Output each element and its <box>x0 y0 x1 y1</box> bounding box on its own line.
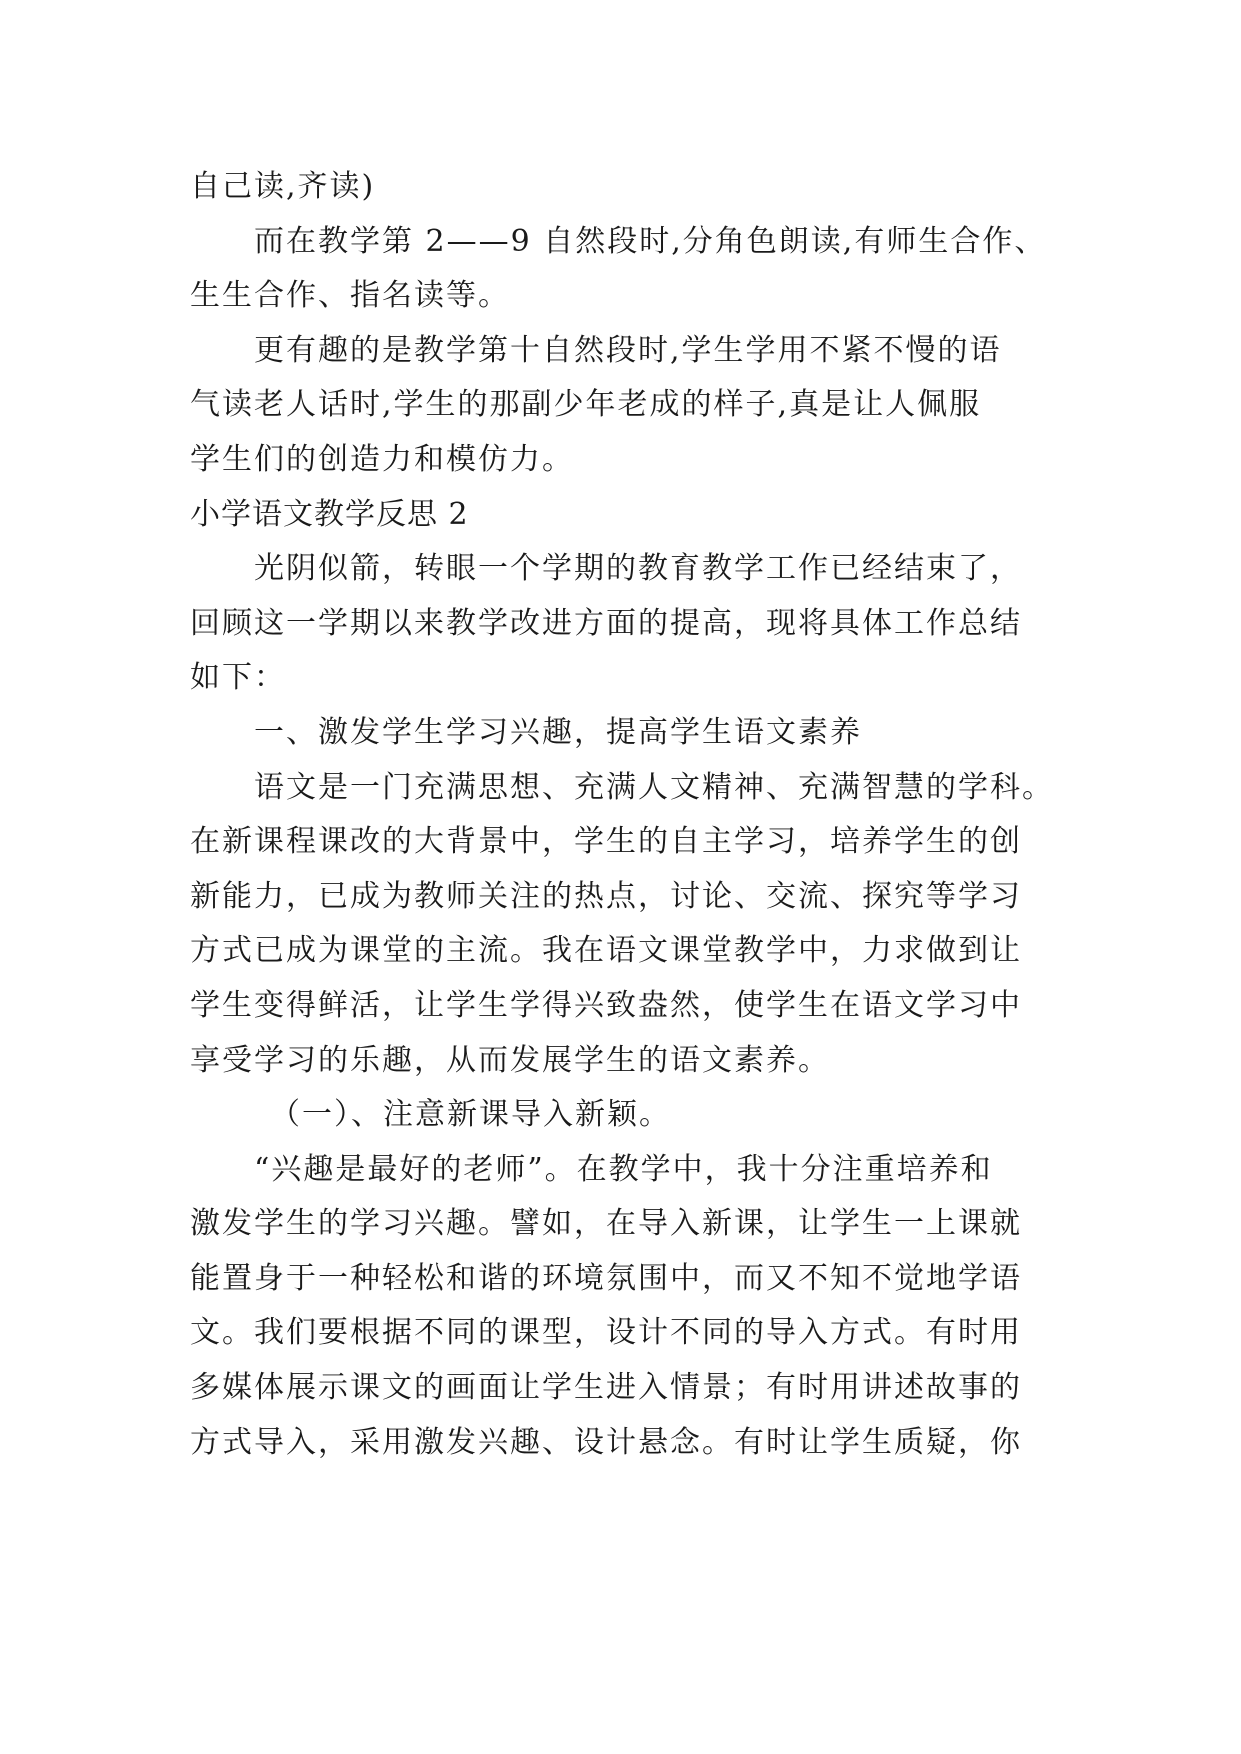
text-line: 激发学生的学习兴趣。譬如，在导入新课，让学生一上课就 <box>190 1206 1022 1242</box>
text-line: 方式已成为课堂的主流。我在语文课堂教学中，力求做到让 <box>190 933 1022 969</box>
text-line: 学生变得鲜活，让学生学得兴致盎然，使学生在语文学习中 <box>190 987 1022 1023</box>
text-line: 回顾这一学期以来教学改进方面的提高，现将具体工作总结 <box>190 605 1022 641</box>
text-line: 光阴似箭，转眼一个学期的教育教学工作已经结束了， <box>254 551 1022 587</box>
section-heading <box>190 488 1090 543</box>
text-line: 而在教学第 2——9 自然段时,分角色朗读,有师生合作、 <box>254 223 1047 259</box>
text-line: 气读老人话时,学生的那副少年老成的样子,真是让人佩服 <box>190 387 982 423</box>
text-line: 多媒体展示课文的画面让学生进入情景；有时用讲述故事的 <box>190 1370 1022 1406</box>
text-line: “兴趣是最好的老师”。在教学中，我十分注重培养和 <box>254 1151 993 1187</box>
text-line: 更有趣的是教学第十自然段时,学生学用不紧不慢的语 <box>254 332 1002 368</box>
paragraph-interesting <box>190 324 1090 488</box>
text-line: 方式导入，采用激发兴趣、设计悬念。有时让学生质疑，你 <box>190 1424 1022 1460</box>
paragraph-chinese-subject <box>190 761 1090 1089</box>
text-line: 学生们的创造力和模仿力。 <box>190 441 574 477</box>
text-line: 一、激发学生学习兴趣，提高学生语文素养 <box>254 714 862 750</box>
text-line: 如下： <box>190 660 286 696</box>
document-body <box>190 160 1090 1470</box>
text-line: 享受学习的乐趣，从而发展学生的语文素养。 <box>190 1042 830 1078</box>
paragraph-intro <box>190 542 1090 706</box>
subheading-new-lesson <box>190 1088 1090 1143</box>
text-line: 能置身于一种轻松和谐的环境氛围中，而又不知不觉地学语 <box>190 1260 1022 1296</box>
text-line: 生生合作、指名读等。 <box>190 278 510 314</box>
text-line: （一）、注意新课导入新颖。 <box>270 1097 671 1133</box>
text-line: 在新课程课改的大背景中，学生的自主学习，培养学生的创 <box>190 824 1022 860</box>
text-line: 新能力，已成为教师关注的热点，讨论、交流、探究等学习 <box>190 878 1022 914</box>
subheading-one <box>190 706 1090 761</box>
heading-text: 小学语文教学反思 2 <box>190 496 469 532</box>
paragraph-role-reading <box>190 215 1090 324</box>
paragraph-continuation <box>190 160 1090 215</box>
text-line: 自己读,齐读) <box>190 169 376 204</box>
text-line: 语文是一门充满思想、充满人文精神、充满智慧的学科。 <box>254 769 1054 805</box>
text-line: 文。我们要根据不同的课型，设计不同的导入方式。有时用 <box>190 1315 1022 1351</box>
paragraph-interest <box>190 1143 1090 1471</box>
